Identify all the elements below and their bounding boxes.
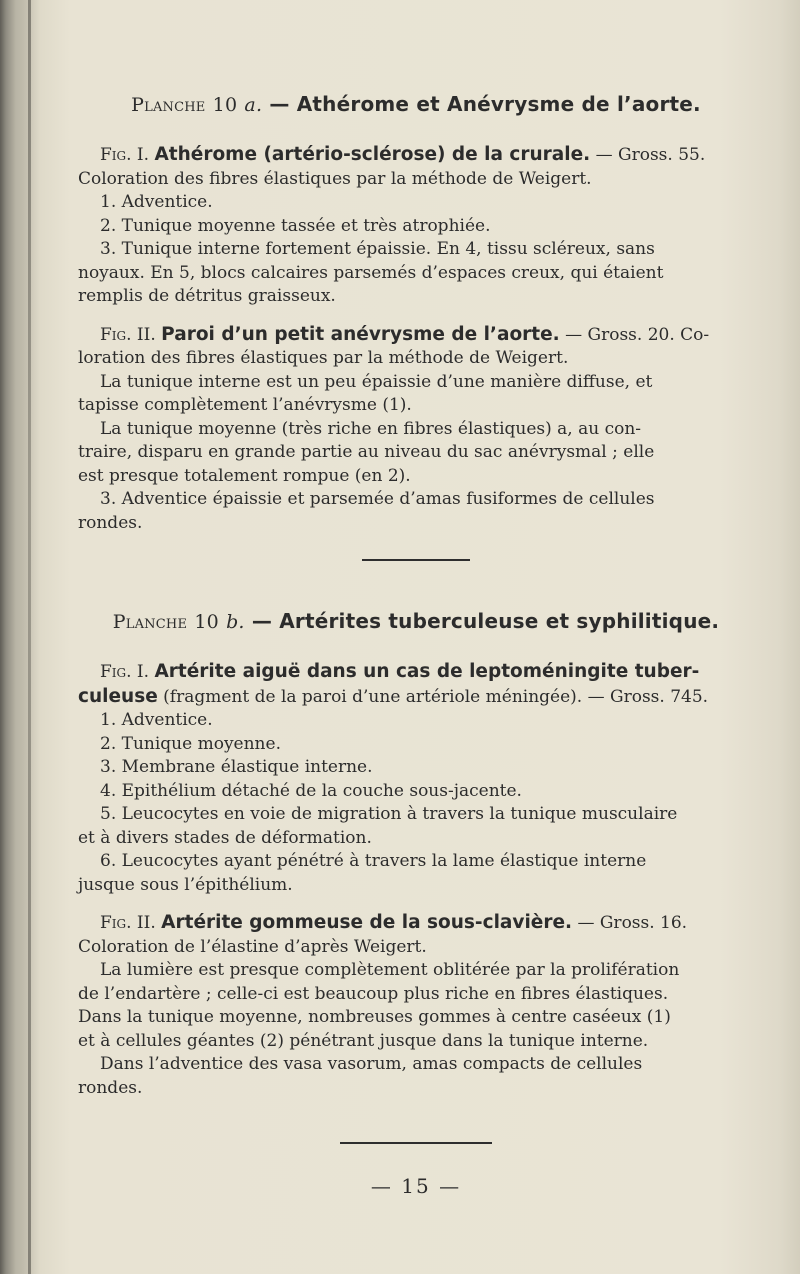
plate-a-fig-1: [78, 143, 754, 309]
fig-line: 3. Adventice épaissie et parsemée d’amas fusiformes de cellules: [100, 489, 655, 509]
fig-label: Fig. I.: [100, 662, 150, 682]
plate-b-number: 10: [194, 611, 219, 633]
fig-line: 2. Tunique moyenne.: [100, 733, 281, 754]
fig-heading-line: [78, 660, 754, 685]
plate-b-fig-2: [78, 911, 754, 1100]
plate-a-number: 10: [212, 94, 238, 116]
fig-title: Paroi d’un petit anévrysme de l’aorte.: [161, 323, 560, 345]
plate-a-title: [78, 90, 754, 119]
fig-line: 5. Leucocytes en voie de migration à travers la tunique musculaire: [100, 804, 678, 824]
plate-b-fig-1: [78, 660, 754, 897]
fig-title-continued: culeuse: [78, 685, 158, 707]
fig-line: 1. Adventice.: [100, 192, 213, 212]
fig-title: Artérite aiguë dans un cas de leptoméningite tuber-: [154, 661, 700, 682]
fig-label: Fig. I.: [100, 145, 150, 165]
fig-line: Coloration de l’élastine d’après Weigert.: [78, 936, 427, 957]
fig-title: Artérite gommeuse de la sous-clavière.: [161, 912, 573, 933]
fig-line: noyaux. En 5, blocs calcaires parsemés d’espaces creux, qui étaient: [78, 262, 664, 283]
fig-line: Coloration des fibres élastiques par la méthode de Weigert.: [78, 168, 592, 189]
fig-magnification: — Gross. 20. Co-: [565, 324, 710, 345]
plate-a-letter: a.: [244, 94, 263, 116]
plate-a-section: [78, 143, 754, 535]
fig-title: Athérome (artério-sclérose) de la crurale.: [154, 144, 591, 165]
fig-line: Dans l’adventice des vasa vasorum, amas compacts de cellules: [100, 1054, 643, 1074]
page-number: — 15 —: [370, 1174, 462, 1198]
fig-line: La tunique interne est un peu épaissie d’une manière diffuse, et: [100, 371, 653, 392]
fig-magnification: — Gross. 55.: [595, 145, 706, 165]
fig-label: Fig. II.: [100, 913, 156, 933]
fig-magnification: — Gross. 16.: [577, 913, 688, 933]
fig-line: jusque sous l’épithélium.: [78, 874, 293, 895]
fig-line: est presque totalement rompue (en 2).: [78, 465, 411, 486]
plate-a-prefix: Planche: [131, 94, 206, 116]
fig-line: 3. Membrane élastique interne.: [100, 757, 373, 777]
fig-line: rondes.: [78, 1077, 143, 1098]
plate-b-letter: b.: [226, 611, 245, 633]
fig-line: La lumière est presque complètement oblitérée par la prolifération: [100, 960, 680, 980]
fig-heading-line: [78, 911, 754, 936]
fig-line: 4. Epithélium détaché de la couche sous-jacente.: [100, 780, 522, 801]
plate-b-section: [78, 660, 754, 1100]
fig-line: et à divers stades de déformation.: [78, 827, 372, 848]
fig-line: 3. Tunique interne fortement épaissie. En 4, tissu scléreux, sans: [100, 239, 655, 259]
fig-line: 1. Adventice.: [100, 710, 213, 730]
section-divider: [362, 559, 470, 561]
plate-a-fig-2: [78, 323, 754, 536]
fig-line: 2. Tunique moyenne tassée et très atrophiée.: [100, 215, 491, 236]
plate-b-title: [78, 607, 754, 636]
plate-b-prefix: Planche: [112, 611, 188, 633]
plate-a-title-text: — Athérome et Anévrysme de l’aorte.: [269, 92, 701, 116]
fig-line: traire, disparu en grande partie au niveau du sac anévrysmal ; elle: [78, 442, 655, 462]
fig-line: 6. Leucocytes ayant pénétré à travers la lame élastique interne: [100, 851, 647, 871]
fig-line: loration des fibres élastiques par la méthode de Weigert.: [78, 348, 569, 368]
fig-line: rondes.: [78, 512, 143, 533]
fig-line: Dans la tunique moyenne, nombreuses gommes à centre caséeux (1): [78, 1007, 671, 1027]
fig-line: tapisse complètement l’anévrysme (1).: [78, 395, 412, 415]
page-end-divider: [340, 1142, 492, 1144]
fig-magnification: (fragment de la paroi d’une artériole méningée). — Gross. 745.: [163, 686, 709, 707]
page-binding-edge: [0, 0, 40, 1274]
fig-line: et à cellules géantes (2) pénétrant jusque dans la tunique interne.: [78, 1030, 649, 1051]
document-page: [78, 86, 754, 1218]
fig-label: Fig. II.: [100, 324, 156, 345]
fig-heading-line: [78, 143, 754, 168]
fig-heading-line-2: [78, 685, 754, 710]
fig-heading-line: [78, 323, 754, 348]
fig-line: remplis de détritus graisseux.: [78, 286, 336, 306]
fig-line: La tunique moyenne (très riche en fibres élastiques) a, au con-: [100, 418, 642, 439]
plate-b-title-text: — Artérites tuberculeuse et syphilitique.: [251, 609, 720, 633]
fig-line: de l’endartère ; celle-ci est beaucoup plus riche en fibres élastiques.: [78, 983, 669, 1004]
